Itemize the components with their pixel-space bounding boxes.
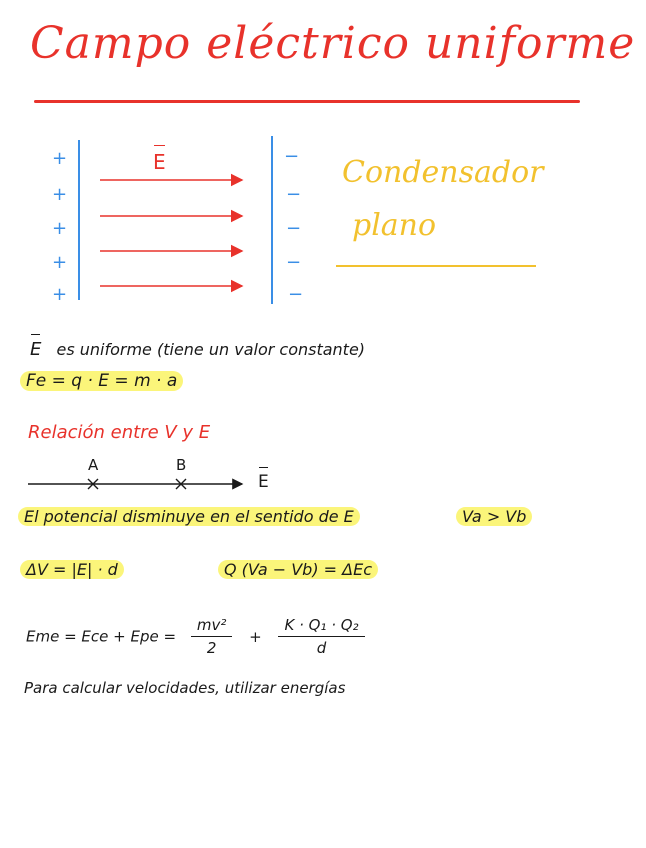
eme-left: Eme = Ece + Epe = <box>26 627 177 646</box>
positive-plate <box>78 140 80 300</box>
plus-operator: + <box>249 627 262 646</box>
field-lines <box>96 166 251 300</box>
work-energy-equation: Q (Va − Vb) = ΔEc <box>218 560 378 579</box>
plus-sign: + <box>52 184 68 205</box>
minus-sign: − <box>286 218 302 239</box>
delta-v-equation: ΔV = |E| · d <box>20 560 124 579</box>
minus-sign: − <box>286 184 302 205</box>
potential-fraction <box>278 616 364 657</box>
plus-sign: + <box>52 284 68 305</box>
point-a-label: A <box>88 456 99 474</box>
negative-plate <box>271 136 273 304</box>
axis-e-symbol: E <box>258 472 269 492</box>
uniform-e-symbol: E <box>30 339 42 360</box>
mechanical-energy-equation <box>26 616 365 657</box>
field-vector-symbol: E <box>153 150 166 174</box>
potential-denominator: d <box>316 639 327 657</box>
minus-sign: − <box>284 146 300 167</box>
plus-sign: + <box>52 148 68 169</box>
kinetic-fraction <box>191 616 233 657</box>
final-note: Para calcular velocidades, utilizar energías <box>24 679 346 697</box>
va-vb-inequality: Va > Vb <box>456 507 532 526</box>
uniform-text: es uniforme (tiene un valor constante) <box>56 340 366 359</box>
relation-heading: Relación entre V y E <box>28 422 211 443</box>
plus-sign: + <box>52 218 68 239</box>
point-b-label: B <box>176 456 187 474</box>
plus-sign: + <box>52 252 68 273</box>
page-title: Campo eléctrico uniforme <box>30 18 636 69</box>
capacitor-underline <box>336 265 536 267</box>
potential-numerator: K · Q₁ · Q₂ <box>278 616 364 637</box>
title-underline <box>34 100 580 103</box>
uniform-line <box>30 339 365 360</box>
axis-e-label <box>258 472 269 492</box>
capacitor-label-2: plano <box>352 208 437 243</box>
potential-statement: El potencial disminuye en el sentido de E <box>18 507 360 526</box>
kinetic-numerator: mv² <box>191 616 233 637</box>
minus-sign: − <box>286 252 302 273</box>
kinetic-denominator: 2 <box>206 639 217 657</box>
capacitor-label: Condensador <box>342 155 544 190</box>
force-equation: Fe = q · E = m · a <box>20 371 183 391</box>
minus-sign: − <box>288 284 304 305</box>
potential-axis <box>26 474 256 494</box>
